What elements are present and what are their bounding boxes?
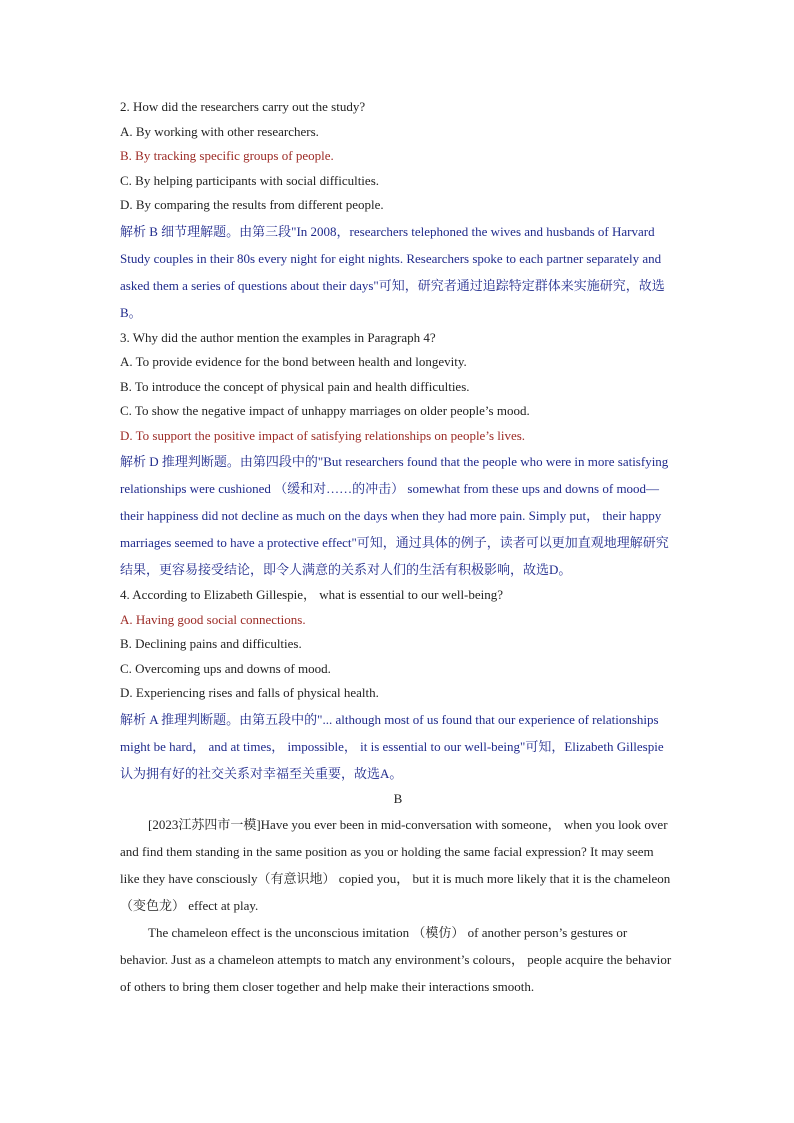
section-label: B — [393, 790, 403, 806]
q2-option-c: C. By helping participants with social difficulties. — [120, 172, 379, 188]
q4-option-a-answer: A. Having good social connections. — [120, 611, 306, 627]
q3-explanation: 解析 D 推理判断题。由第四段中的"But researchers found that the people who were in more satisfying relationships were cushioned （缓和对……的冲击） somewhat from these ups and downs of mood— their happiness did not decline as much on the days when they had more pain. Simply put， their happy marriages seemed to have a protective effect"可知，通过具体的例子，读者可以更加直观地理解研究结果，更容易接受结论，即令人满意的关系对人们的生活有积极影响，故选D。 — [120, 454, 669, 577]
passage-paragraph-2: The chameleon effect is the unconscious imitation （模仿） of another person’s gestures or behavior. Just as a chameleon attempts to match any environment’s colours， people acquire the behavior of others to bring them closer together and help make their interactions smooth. — [120, 925, 672, 994]
question-4: 4. According to Elizabeth Gillespie， what is essential to our well-being? — [120, 587, 504, 602]
q4-option-d: D. Experiencing rises and falls of physical health. — [120, 685, 379, 700]
q3-option-c: C. To show the negative impact of unhappy marriages on older people’s mood. — [120, 403, 530, 418]
q3-option-d-answer: D. To support the positive impact of satisfying relationships on people’s lives. — [120, 427, 526, 443]
q3-option-a: A. To provide evidence for the bond between health and longevity. — [120, 354, 467, 369]
q3-option-b: B. To introduce the concept of physical pain and health difficulties. — [120, 378, 470, 394]
q2-option-d: D. By comparing the results from different people. — [120, 197, 384, 212]
document-page — [120, 95, 676, 1000]
q4-option-c: C. Overcoming ups and downs of mood. — [120, 660, 331, 676]
passage-paragraph-1: [2023江苏四市一模]Have you ever been in mid-conversation with someone， when you look over and find them standing in the same position as you or holding the same facial expression? It may seem like they have consciously（有意识地） copied you， but it is much more likely that it is the chameleon （变色龙） effect at play. — [120, 817, 671, 913]
q2-option-a: A. By working with other researchers. — [120, 123, 319, 139]
question-2: 2. How did the researchers carry out the study? — [120, 99, 366, 114]
question-3: 3. Why did the author mention the examples in Paragraph 4? — [120, 329, 436, 345]
q2-explanation: 解析 B 细节理解题。由第三段"In 2008，researchers telephoned the wives and husbands of Harvard Study couples in their 80s every night for eight nights. Researchers spoke to each partner separately and asked them a series of questions about their days"可知，研究者通过追踪特定群体来实施研究，故选B。 — [120, 223, 665, 320]
q4-explanation: 解析 A 推理判断题。由第五段中的"... although most of us found that our experience of relationships might be hard， and at times， impossible， it is essential to our well-being"可知，Elizabeth Gillespie 认为拥有好的社交关系对幸福至关重要，故选A。 — [120, 711, 664, 781]
q2-option-b-answer: B. By tracking specific groups of people. — [120, 148, 334, 163]
q4-option-b: B. Declining pains and difficulties. — [120, 636, 302, 651]
